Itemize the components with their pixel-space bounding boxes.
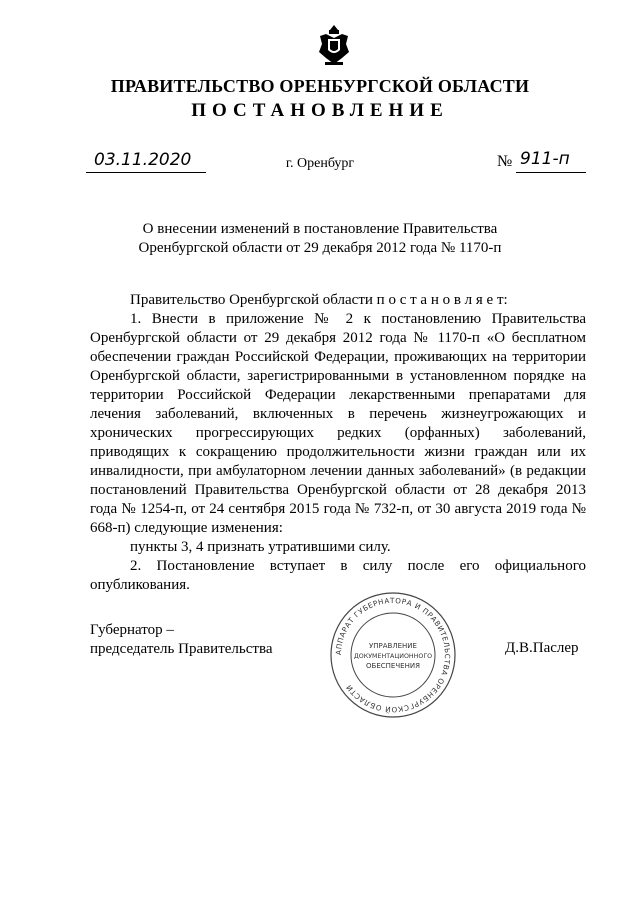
- signatory-title-line: председатель Правительства: [90, 641, 273, 657]
- preamble: Правительство Оренбургской области п о с т а н о в л я е т:: [130, 292, 508, 308]
- signatory-title: [90, 621, 273, 659]
- stamp-ring-text: АППАРАТ ГУБЕРНАТОРА И ПРАВИТЕЛЬСТВА ОРЕНБУРГСКОЙ ОБЛАСТИ: [333, 595, 453, 715]
- stamp-center-text: ДОКУМЕНТАЦИОННОГО: [353, 653, 433, 660]
- number-sign: №: [497, 153, 513, 170]
- number-underline: [516, 172, 586, 173]
- date-underline: [86, 172, 206, 173]
- government-title: ПРАВИТЕЛЬСТВО ОРЕНБУРГСКОЙ ОБЛАСТИ: [110, 76, 530, 96]
- stamp-center-text: УПРАВЛЕНИЕ: [369, 642, 417, 650]
- document-body: [90, 291, 586, 595]
- document-type: ПОСТАНОВЛЕНИЕ: [191, 100, 449, 121]
- document-date: 03.11.2020: [94, 150, 192, 170]
- paragraph-item-2: 2. Постановление вступает в силу после его официального опубликования.: [90, 558, 586, 593]
- coat-of-arms-icon: [316, 22, 352, 68]
- subject-line: О внесении изменений в постановление Правительства: [142, 221, 498, 237]
- document-subject: [0, 220, 640, 258]
- stamp-center-text: ОБЕСПЕЧЕНИЯ: [366, 662, 420, 670]
- signatory-name: Д.В.Паслер: [505, 640, 579, 656]
- official-stamp: [328, 590, 458, 720]
- document-city: г. Оренбург: [285, 156, 355, 171]
- paragraph-item-1: 1. Внести в приложение № 2 к постановлению Правительства Оренбургской области от 29 декабря 2012 года № 1170-п «О бесплатном обеспечении граждан Российской Федерации, проживающих на территории Оренбургской области, зарегистрированными в установленном порядке на территории Российской Федерации лекарственными препаратами для лечения заболеваний, включенных в перечень жизнеугрожающих и хронических прогрессирующих редких (орфанных) заболеваний, приводящих к сокращению продолжительности жизни граждан или их инвалидности, при амбулаторном лечении данных заболеваний» (в редакции постановлений Правительства Оренбургской области от 28 декабря 2013 года № 1254-п, от 24 сентября 2015 года № 732-п, от 30 августа 2019 года № 668-п) следующие изменения:: [90, 311, 586, 536]
- paragraph-item-1-sub: пункты 3, 4 признать утратившими силу.: [130, 539, 391, 555]
- signatory-title-line: Губернатор –: [90, 622, 174, 638]
- document-number: 911-п: [520, 149, 570, 169]
- subject-line: Оренбургской области от 29 декабря 2012 года № 1170-п: [138, 240, 502, 256]
